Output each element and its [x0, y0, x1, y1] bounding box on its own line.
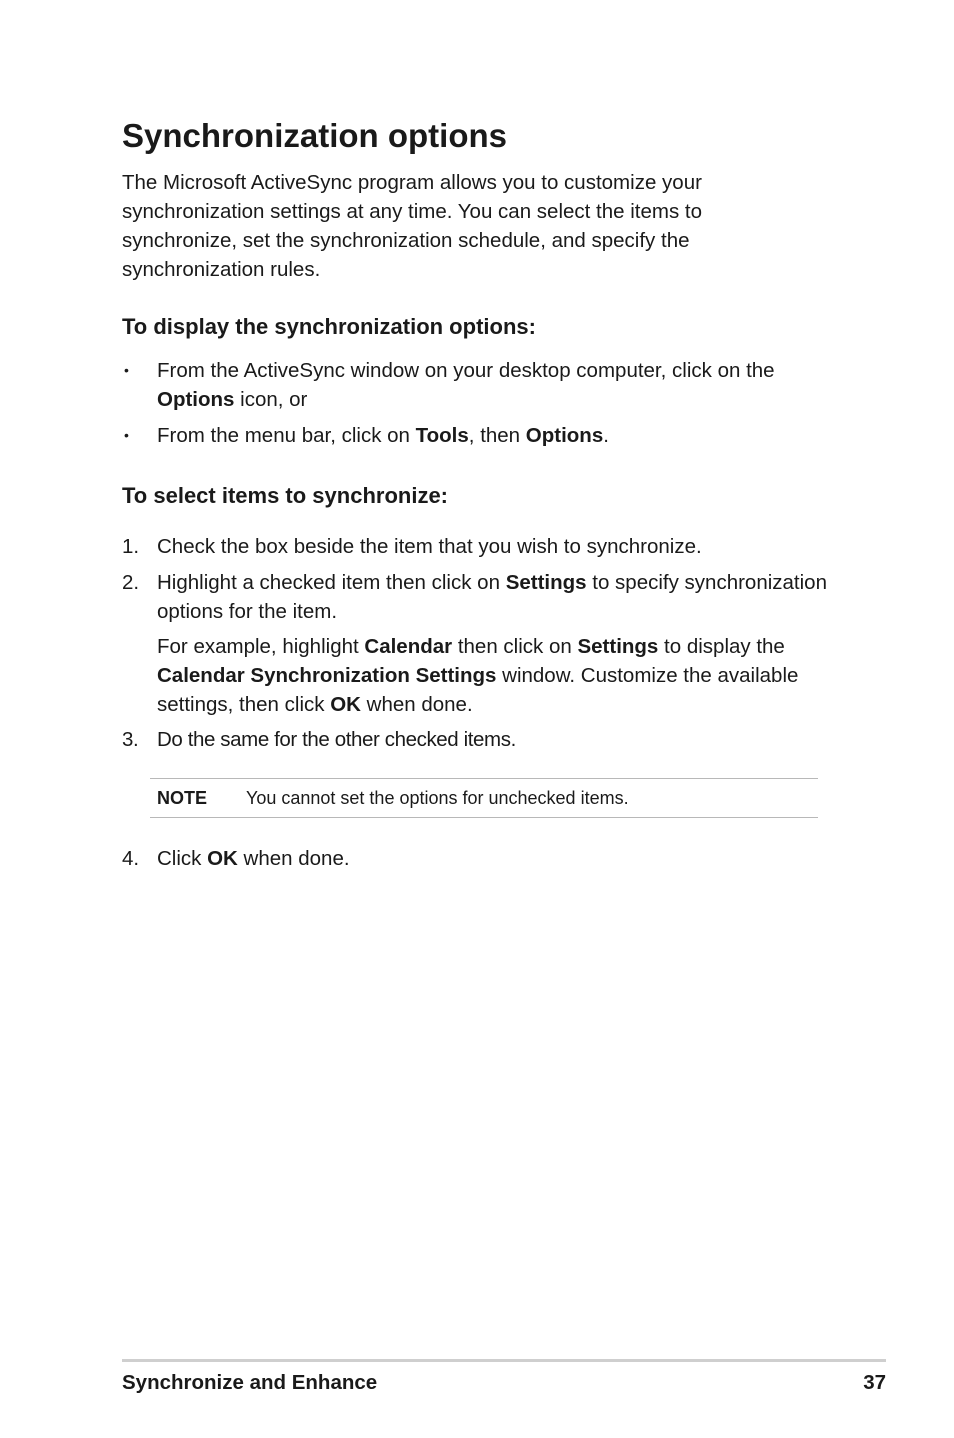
step-number: 1.: [122, 535, 140, 558]
note-text: You cannot set the options for unchecked items.: [246, 788, 629, 808]
bullet-item-options-icon: [122, 356, 842, 414]
note-label: NOTE: [157, 788, 208, 808]
step-3: [122, 725, 842, 754]
step-number: 4.: [122, 847, 140, 870]
step-1: [122, 532, 842, 561]
footer-divider: [122, 1359, 886, 1362]
bullet-marker: •: [124, 362, 129, 378]
bullet-marker: •: [124, 427, 129, 443]
step-text: Do the same for the other checked items.: [157, 728, 516, 751]
page-title: Synchronization options: [122, 117, 507, 154]
step-2-example: [122, 632, 842, 719]
step-number: 3.: [122, 728, 139, 751]
example-text: For example, highlight Calendar then click on Settings to display the Calendar Synchronization Settings window. Customize the available settings, then click OK when done.: [157, 635, 799, 716]
note-box: [150, 778, 818, 818]
section-heading-display-options: To display the synchronization options:: [122, 314, 536, 339]
step-text: Check the box beside the item that you wish to synchronize.: [157, 535, 702, 558]
footer-title: Synchronize and Enhance: [122, 1371, 378, 1394]
step-text: Click OK when done.: [157, 847, 350, 870]
bullet-item-menu-tools: [122, 421, 842, 450]
bullet-text: From the menu bar, click on Tools, then Options.: [157, 424, 609, 447]
step-4: [122, 844, 842, 873]
intro-paragraph: The Microsoft ActiveSync program allows you to customize your synchronization settings at any time. You can select the items to synchronize, set the synchronization schedule, and specify the synchronization rules.: [122, 171, 703, 281]
page-number: 37: [863, 1371, 886, 1394]
bullet-text: From the ActiveSync window on your desktop computer, click on the Options icon, or: [157, 359, 775, 411]
section-heading-select-items: To select items to synchronize:: [122, 483, 449, 508]
step-number: 2.: [122, 571, 140, 594]
step-text: Highlight a checked item then click on Settings to specify synchronization options for the item.: [157, 571, 827, 623]
step-2: [122, 568, 842, 626]
